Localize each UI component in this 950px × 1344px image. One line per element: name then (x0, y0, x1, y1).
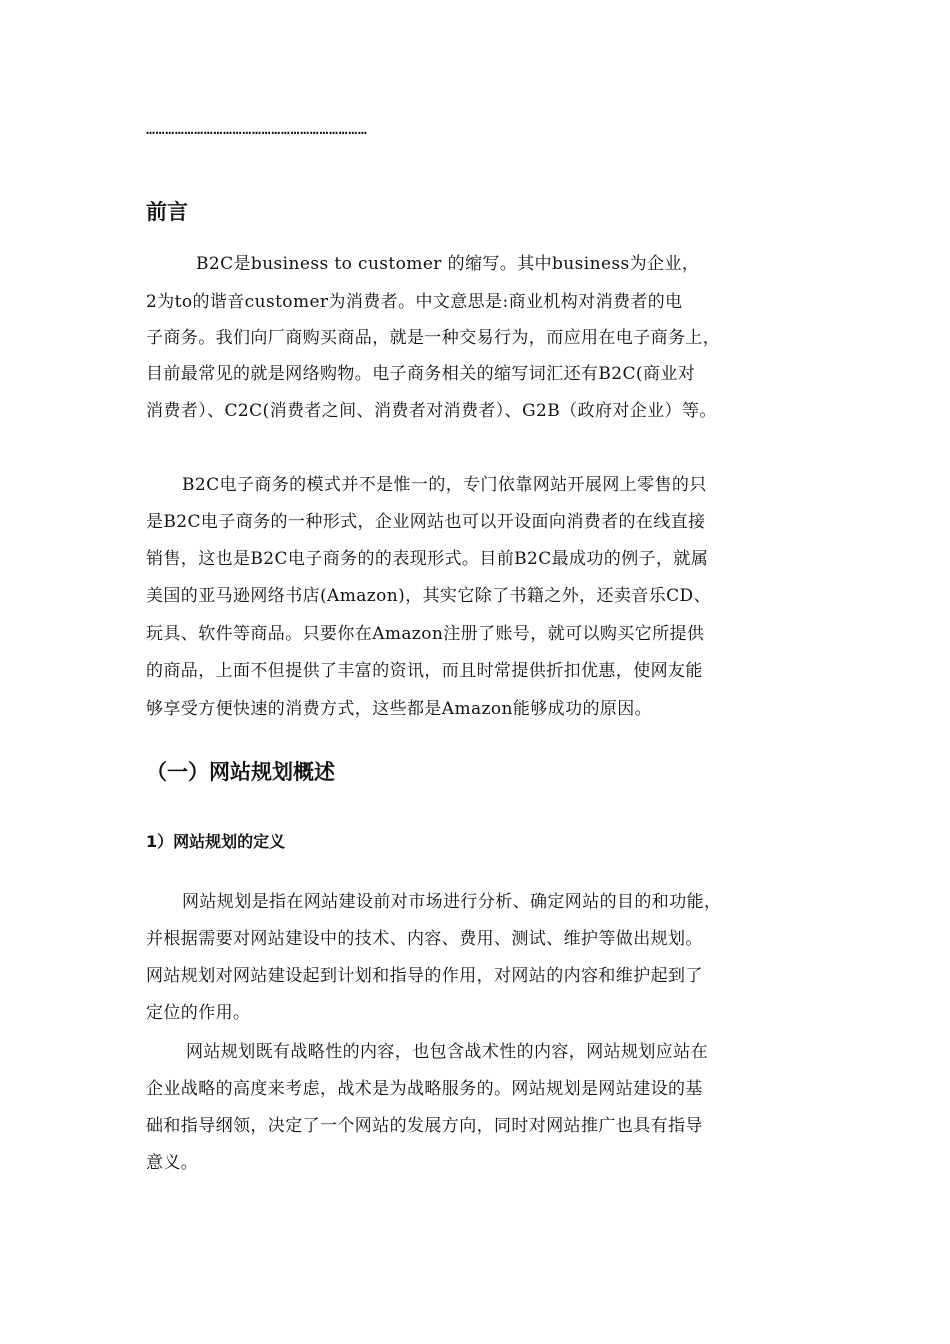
paragraph-line: 2为to的谐音customer为消费者。中文意思是:商业机构对消费者的电 (146, 292, 683, 312)
paragraph-line: 消费者）、C2C(消费者之间、消费者对消费者）、G2B（政府对企业）等。 (146, 401, 717, 421)
paragraph-line: 的商品，上面不但提供了丰富的资讯，而且时常提供折扣优惠，使网友能 (146, 661, 703, 681)
paragraph-line: 网站规划对网站建设起到计划和指导的作用，对网站的内容和维护起到了 (146, 966, 703, 986)
paragraph-line: B2C是business to customer 的缩写。其中business为企业， (196, 254, 700, 274)
paragraph-line: 企业战略的高度来考虑，战术是为战略服务的。网站规划是网站建设的基 (146, 1079, 703, 1099)
paragraph-line: 并根据需要对网站建设中的技术、内容、费用、测试、维护等做出规划。 (146, 929, 703, 949)
paragraph-line: 是B2C电子商务的一种形式，企业网站也可以开设面向消费者的在线直接 (146, 512, 706, 532)
paragraph-line: 网站规划既有战略性的内容，也包含战术性的内容，网站规划应站在 (186, 1042, 708, 1062)
preface-heading: 前言 (146, 200, 188, 224)
paragraph-line: 玩具、软件等商品。只要你在Amazon注册了账号，就可以购买它所提供 (146, 624, 705, 644)
dotted-separator: …………………………………………………………… (146, 120, 368, 138)
paragraph-line: 意义。 (146, 1153, 199, 1173)
subsection-heading: 1）网站规划的定义 (146, 832, 286, 851)
paragraph-line: 销售，这也是B2C电子商务的的表现形式。目前B2C最成功的例子，就属 (146, 549, 709, 569)
paragraph-line: B2C电子商务的模式并不是惟一的，专门依靠网站开展网上零售的只 (182, 475, 707, 495)
section-heading: （一）网站规划概述 (146, 760, 335, 784)
paragraph-line: 定位的作用。 (146, 1003, 251, 1023)
paragraph-line: 网站规划是指在网站建设前对市场进行分析、确定网站的目的和功能， (182, 892, 722, 912)
paragraph-line: 础和指导纲领，决定了一个网站的发展方向，同时对网站推广也具有指导 (146, 1116, 703, 1136)
paragraph-line: 够享受方便快速的消费方式，这些都是Amazon能够成功的原因。 (146, 699, 653, 719)
paragraph-line: 目前最常见的就是网络购物。电子商务相关的缩写词汇还有B2C(商业对 (146, 364, 696, 384)
paragraph-line: 美国的亚马逊网络书店(Amazon)，其实它除了书籍之外，还卖音乐CD、 (146, 586, 711, 606)
paragraph-line: 子商务。我们向厂商购买商品，就是一种交易行为，而应用在电子商务上， (146, 328, 721, 348)
